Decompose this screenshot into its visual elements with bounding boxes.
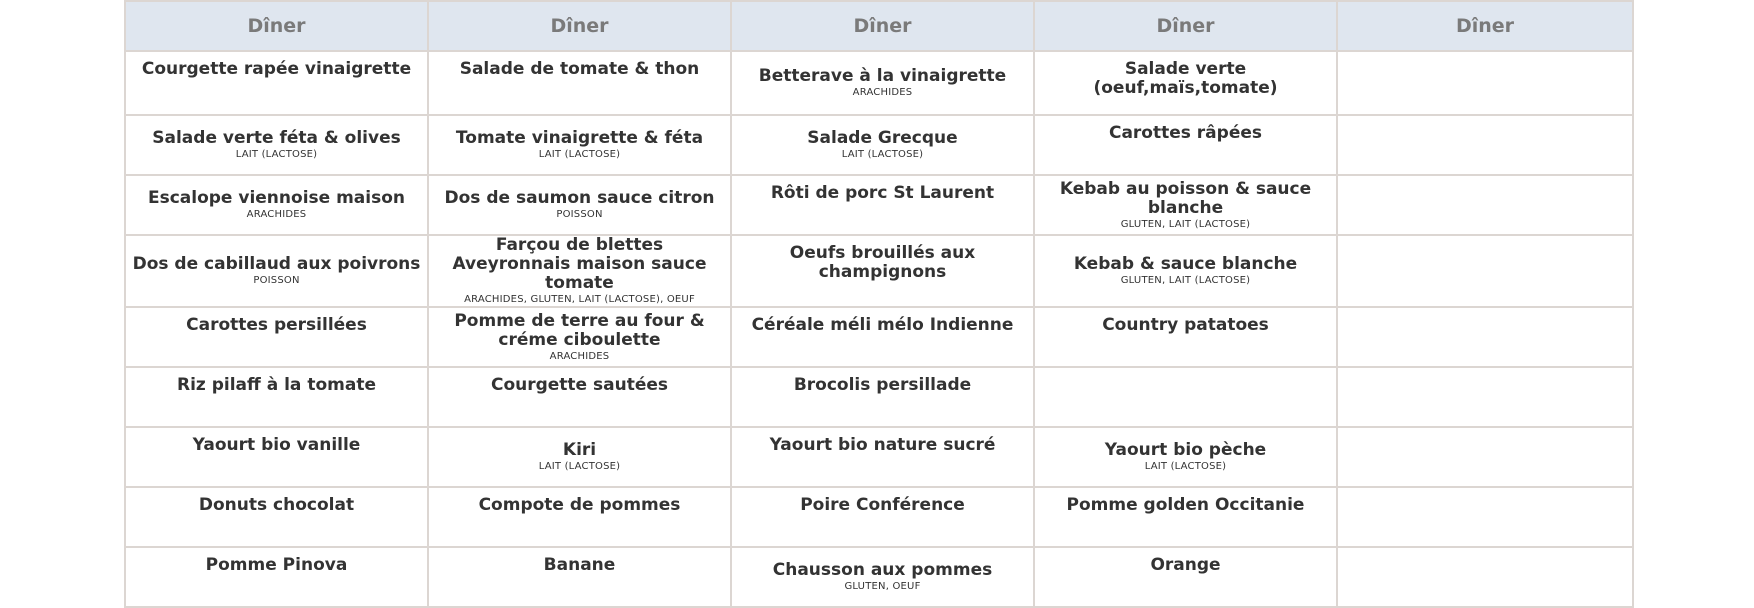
allergen-label: LAIT (LACTOSE) [841,149,924,160]
allergen-label: LAIT (LACTOSE) [1144,461,1227,472]
dish-name: Pomme de terre au four & créme ciboulette [454,310,705,350]
menu-cell [125,51,428,115]
dish-name: Tomate vinaigrette & féta [455,128,704,148]
allergen-label: ARACHIDES [246,209,307,220]
allergen-label: LAIT (LACTOSE) [538,461,621,472]
dish-name: Oeufs brouillés aux champignons [789,243,976,282]
menu-cell [731,307,1034,367]
allergen-label: GLUTEN, LAIT (LACTOSE) [1120,218,1251,230]
menu-cell [1034,307,1337,367]
menu-table [124,0,1634,608]
allergen-label: POISSON [556,209,603,220]
dish-name: Carottes persillées [186,315,367,335]
column-header: Dîner [428,1,731,51]
allergen-label: ARACHIDES [549,350,610,362]
menu-cell [731,367,1034,427]
menu-cell [125,427,428,487]
menu-cell [1337,427,1633,487]
dish-name: Farçou de blettes Aveyronnais maison sauce tomate [452,235,707,293]
dish-name: Courgette rapée vinaigrette [141,59,412,79]
menu-cell [1337,115,1633,175]
menu-cell [1034,235,1337,307]
menu-cell [1034,547,1337,607]
menu-cell [1034,175,1337,235]
menu-cell [428,547,731,607]
menu-cell [1337,175,1633,235]
dish-name: Salade Grecque [807,128,958,148]
column-header: Dîner [125,1,428,51]
dish-name: Kiri [562,440,597,460]
menu-cell [1337,307,1633,367]
dish-name: Yaourt bio vanille [192,435,361,455]
menu-row [125,427,1633,487]
menu-cell [125,235,428,307]
dish-name: Pomme golden Occitanie [1066,495,1305,515]
allergen-label: LAIT (LACTOSE) [538,149,621,160]
menu-body [125,51,1633,607]
dish-name: Orange [1150,555,1221,575]
dish-name: Yaourt bio pèche [1104,440,1267,460]
menu-cell [125,175,428,235]
menu-cell [1337,487,1633,547]
allergen-label: GLUTEN, LAIT (LACTOSE) [1120,275,1251,286]
menu-row [125,307,1633,367]
menu-cell [125,367,428,427]
menu-cell [428,427,731,487]
menu-cell [731,175,1034,235]
menu-row [125,235,1633,307]
dish-name: Riz pilaff à la tomate [177,375,376,395]
menu-row [125,367,1633,427]
column-header: Dîner [731,1,1034,51]
dish-name: Kebab au poisson & sauce blanche [1059,178,1312,218]
menu-cell [731,487,1034,547]
dish-name: Escalope viennoise maison [147,188,406,208]
dish-name: Dos de cabillaud aux poivrons [132,254,421,274]
menu-cell [1337,547,1633,607]
menu-cell [731,427,1034,487]
dish-name: Dos de saumon sauce citron [444,188,715,208]
dish-name: Céréale méli mélo Indienne [751,315,1014,335]
dish-name: Courgette sautées [490,375,669,395]
menu-cell [731,51,1034,115]
menu-cell [125,487,428,547]
allergen-label: ARACHIDES [852,87,913,98]
menu-cell [1034,367,1337,427]
menu-cell [731,547,1034,607]
menu-cell [428,235,731,307]
dish-name: Betterave à la vinaigrette [758,66,1007,86]
menu-cell [428,175,731,235]
menu-cell [125,307,428,367]
menu-cell [1034,427,1337,487]
allergen-label: ARACHIDES, GLUTEN, LAIT (LACTOSE), OEUF [464,294,695,305]
dish-name: Banane [543,555,616,575]
menu-cell [1034,487,1337,547]
menu-cell [428,307,731,367]
menu-cell [1337,235,1633,307]
dish-name: Compote de pommes [478,495,681,515]
dish-name: Pomme Pinova [205,555,348,575]
menu-cell [731,235,1034,307]
dish-name: Donuts chocolat [198,495,355,515]
menu-cell [428,115,731,175]
column-header: Dîner [1337,1,1633,51]
dish-name: Country patatoes [1102,315,1269,335]
dish-name: Carottes râpées [1108,123,1263,143]
dish-name: Salade verte (oeuf,maïs,tomate) [1093,59,1278,98]
menu-cell [1034,51,1337,115]
dish-name: Rôti de porc St Laurent [770,183,995,203]
allergen-label: POISSON [253,275,300,286]
dish-name: Yaourt bio nature sucré [769,435,996,455]
menu-row [125,115,1633,175]
allergen-label: GLUTEN, OEUF [844,581,921,592]
dish-name: Chausson aux pommes [772,560,993,580]
column-header: Dîner [1034,1,1337,51]
header-row [125,1,1633,51]
menu-cell [428,487,731,547]
dish-name: Salade verte féta & olives [152,128,401,148]
allergen-label: LAIT (LACTOSE) [235,149,318,160]
menu-row [125,175,1633,235]
menu-cell [1337,51,1633,115]
menu-row [125,51,1633,115]
menu-cell [428,51,731,115]
menu-cell [125,115,428,175]
menu-cell [125,547,428,607]
menu-cell [428,367,731,427]
menu-cell [731,115,1034,175]
dish-name: Brocolis persillade [793,375,972,395]
menu-cell [1034,115,1337,175]
menu-row [125,547,1633,607]
dish-name: Poire Conférence [800,495,965,515]
dish-name: Kebab & sauce blanche [1073,254,1298,274]
menu-cell [1337,367,1633,427]
dish-name: Salade de tomate & thon [459,59,700,79]
menu-row [125,487,1633,547]
